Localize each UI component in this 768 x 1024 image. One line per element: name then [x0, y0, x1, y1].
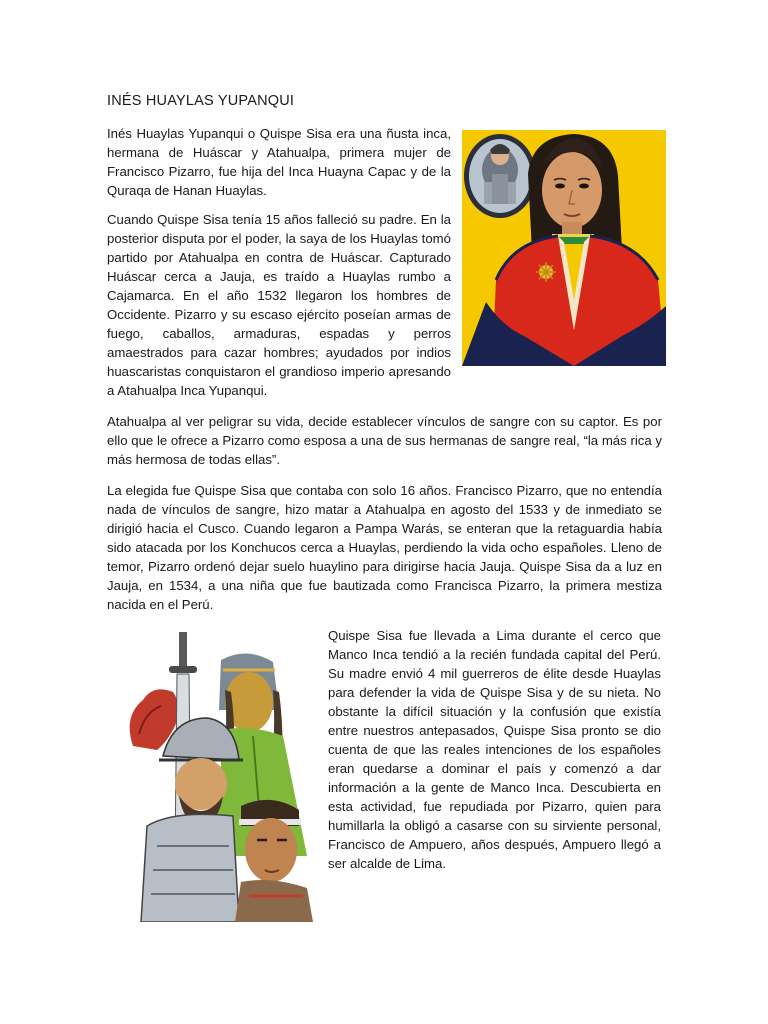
paragraph-4: La elegida fue Quispe Sisa que contaba con solo 16 años. Francisco Pizarro, que no entendía nada de vínculos de sangre, hizo matar a Atahualpa en agosto del 1533 y de inmediato se dirigió hacia el Cusco. Cuando legaron a Pampa Warás, se enteran que la retaguardia había sido atacada por los Konchucos cerca a Huaylas, perdiendo la vida ocho españoles. Lleno de temor, Pizarro ordenó dejar suelo huaylino para dirigirse hacia Jauja. Quispe Sisa da a luz en Jauja, en 1534, a una niña que fue bautizada como Francisca Pizarro, la primera mestiza nacida en el Perú. — [107, 483, 662, 612]
paragraph-2: Cuando Quispe Sisa tenía 15 años falleció su padre. En la posterior disputa por el poder, la saya de los Huaylas tomó partido por Atahualpa en contra de Huáscar. Capturado Huáscar cerca a Jauja, es traído a Huaylas rumbo a Cajamarca. En el año 1532 llegaron los hombres de Occidente. Pizarro y su escaso ejército poseían armas de fuego, caballos, armaduras, espadas y perros amaestrados para cazar hombres; ayudados por indios huascaristas conquistaron el grandioso imperio apresando a Atahualpa Inca Yupanqui. — [107, 212, 451, 398]
document-title: INÉS HUAYLAS YUPANQUI — [107, 93, 295, 109]
warriors-illustration — [123, 626, 315, 922]
paragraph-5: Quispe Sisa fue llevada a Lima durante el cerco que Manco Inca tendió a la recién fundada capital del Perú. Su madre envió 4 mil guerreros de élite desde Huaylas para defender la vida de Quispe Sisa y de su nieta. No obstante la difícil situación y la confusión que existía entre nuestros antepasados, Quispe Sisa pronto se dio cuenta de que las reales intenciones de los españoles eran quedarse a dominar el país y comenzó a dar información a la gente de Manco Inca. Descubierta en esta actividad, fue repudiada por Pizarro, quien para humillarla la obligó a casarse con su sirviente personal, Francisco de Ampuero, años después, Ampuero llegó a ser alcalde de Lima. — [328, 628, 661, 871]
paragraph-3: Atahualpa al ver peligrar su vida, decide establecer vínculos de sangre con su captor. Es por ello que le ofrece a Pizarro como esposa a una de sus hermanas de sangre real, “la más rica y más hermosa de todas ellas”. — [107, 414, 662, 467]
portrait-illustration — [462, 130, 666, 366]
paragraph-1: Inés Huaylas Yupanqui o Quispe Sisa era una ñusta inca, hermana de Huáscar y Atahualpa, primera mujer de Francisco Pizarro, fue hija del Inca Huayna Capac y de la Quraqa de Hanan Huaylas. — [107, 126, 451, 198]
